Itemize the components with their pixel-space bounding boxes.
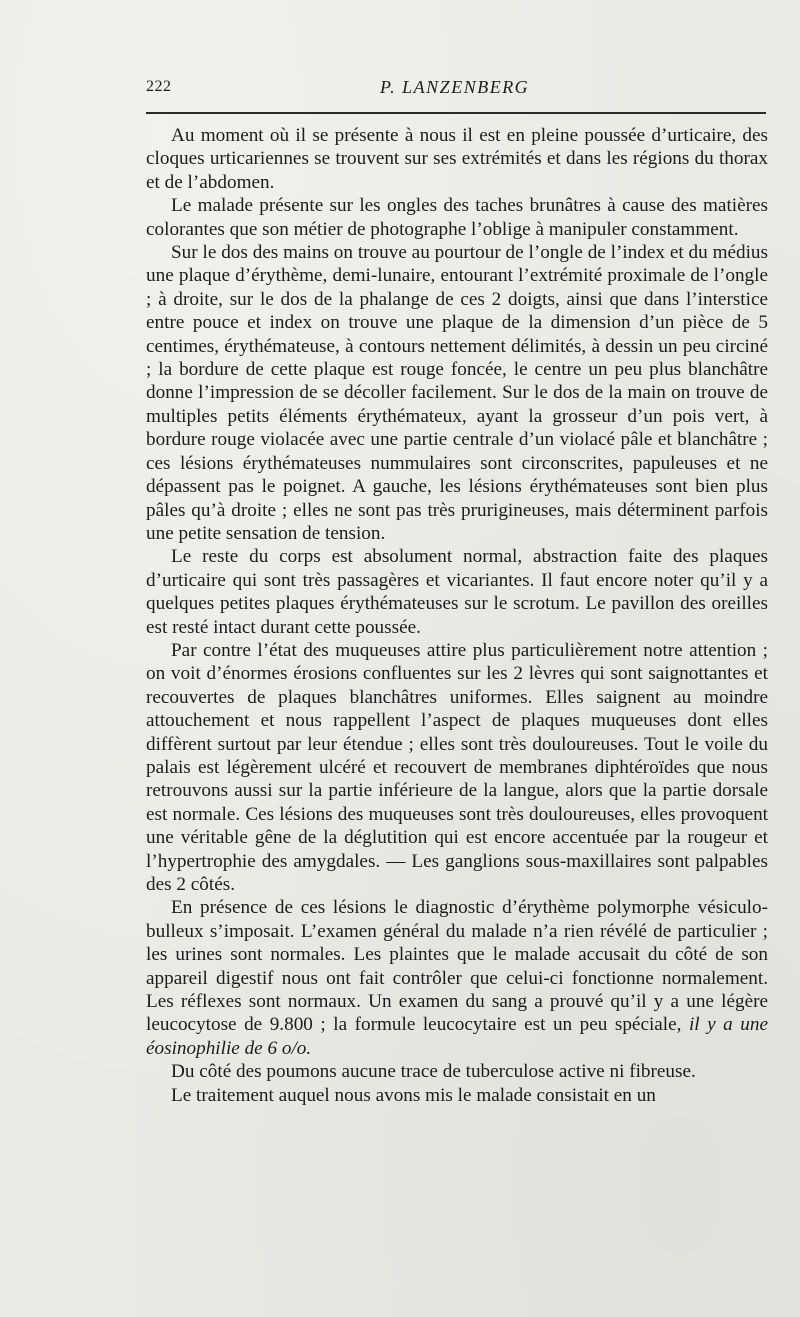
running-head: P. LANZENBERG [380,77,530,97]
paragraph: Sur le dos des mains on trouve au pourtour de l’ongle de l’index et du médius une plaque d’érythème, demi-lunaire, entourant l’extrémité proximale de l’ongle ; à droite, sur le dos de la phalange de ces 2 doigts, ainsi que dans l’interstice entre pouce et index on trouve une plaque de la dimension d’un pièce de 5 centimes, érythémateuse, à contours nettement délimités, à dessin un peu circiné ; la bordure de cette plaque est rouge foncée, le centre un peu plus blanchâtre donne l’impression de se décoller facilement. Sur le dos de la main on trouve de multiples petits éléments érythémateux, ayant la grosseur d’un pois vert, à bordure rouge violacée avec une partie centrale d’un violacé pâle et blanchâtre ; ces lésions érythémateuses nummulaires sont circonscrites, papuleuses et ne dépassent pas le poignet. A gauche, les lésions érythémateuses sont bien plus pâles qu’à droite ; elles ne sont pas très prurigineuses, mais déterminent parfois une petite sensation de tension. [146,242,768,544]
body-text [146,124,768,1107]
paragraph: Par contre l’état des muqueuses attire plus particulièrement notre attention ; on voit d’énormes érosions confluentes sur les 2 lèvres qui sont saignottantes et recouvertes de plaques blanchâtres uniformes. Elles saignent au moindre attouchement et nous rappellent l’aspect de plaques muqueuses dont elles diffèrent surtout par leur étendue ; elles sont très douloureuses. Tout le voile du palais est légèrement ulcéré et recouvert de membranes diphtéroïdes que nous retrouvons aussi sur la partie inférieure de la langue, alors que la partie dorsale est normale. Ces lésions des muqueuses sont très douloureuses, elles provoquent une véritable gêne de la déglutition qui est encore accentuée par la rougeur et l’hypertrophie des amygdales. — Les ganglions sous-maxillaires sont palpables des 2 côtés. [146,639,768,895]
paragraph: Au moment où il se présente à nous il est en pleine poussée d’urticaire, des cloques urticariennes se trouvent sur ses extrémités et dans les régions du thorax et de l’abdomen. [146,125,768,193]
paragraph [146,896,768,1060]
paragraph: Du côté des poumons aucune trace de tuberculose active ni fibreuse. [171,1061,696,1083]
paragraph: Le reste du corps est absolument normal, abstraction faite des plaques d’urticaire qui sont très passagères et vicariantes. Il faut encore noter qu’il y a quelques petites plaques érythémateuses sur le scrotum. Le pavillon des oreilles est resté intact durant cette poussée. [146,546,768,638]
italic-phrase: il y a une éosinophilie de 6 o/o. [146,1014,768,1059]
page-number: 222 [146,78,172,95]
paragraph-text: En présence de ces lésions le diagnostic d’érythème polymorphe vésiculo-bulleux s’imposait. L’examen général du malade n’a rien révélé de particulier ; les urines sont normales. Les plaintes que le malade accusait du côté de son appareil digestif nous ont fait contrôler que celui-ci fonctionne normalement. Les réflexes sont normaux. Un examen du sang a prouvé qu’il y a une légère leucocytose de 9.800 ; la formule leucocytaire est un peu spéciale, [146,897,768,1036]
paragraph: Le malade présente sur les ongles des taches brunâtres à cause des matières colorantes que son métier de photographe l’oblige à manipuler constamment. [146,195,768,240]
paragraph: Le traitement auquel nous avons mis le malade consistait en un [171,1084,656,1106]
header-rule [146,112,766,114]
page-header [146,78,766,102]
